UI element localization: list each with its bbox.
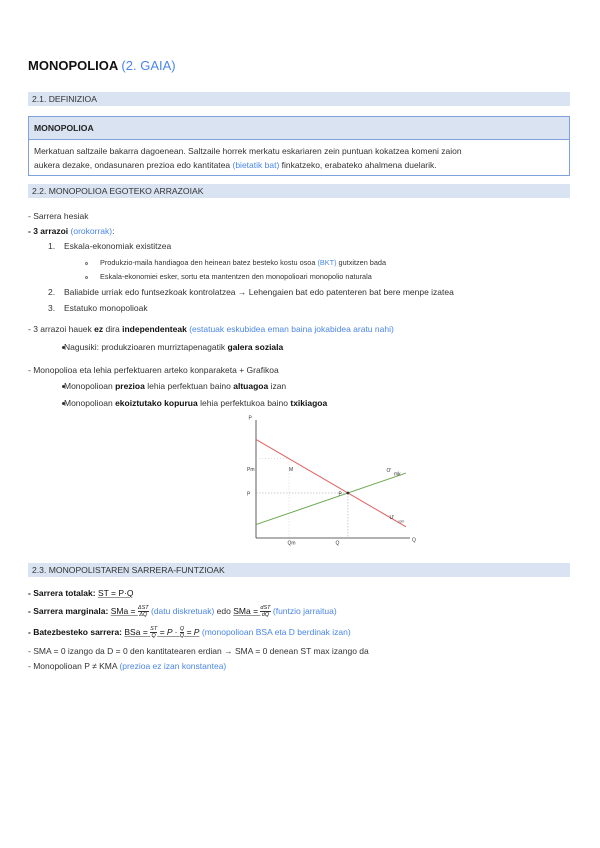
chart-label-9: P (247, 491, 251, 498)
title-sub: (2. GAIA) (121, 58, 176, 73)
text-part: Monopolioan (64, 398, 113, 408)
formula-part: SMa = (110, 606, 136, 616)
sub-item-1c: gutxitzen bada (338, 258, 387, 267)
line-3-arrazoi (28, 225, 114, 237)
chart-label-0: M (289, 466, 294, 473)
section-header-sarrera-funtzioak: 2.3. MONOPOLISTAREN SARRERA-FUNTZIOAK (28, 563, 570, 577)
list-number-1: 1. (48, 241, 56, 251)
fraction (260, 605, 270, 618)
fraction-num: Q (179, 626, 185, 633)
fraction-den: Q (179, 633, 185, 640)
text-part: lehia perfektukoa baino (200, 398, 288, 408)
sub-item-2: Eskala-ekonomiei esker, sortu eta mantentzen den monopolioari monopolio naturala (100, 272, 372, 281)
text-bold: galera soziala (227, 342, 284, 352)
fraction-den: dQ (261, 612, 270, 619)
chart-label-4: U' (389, 514, 395, 521)
title-main: MONOPOLIOA (28, 58, 118, 73)
fraction (150, 626, 157, 639)
fraction-num: ΔST (137, 605, 149, 612)
text-part: lehia perfektuan baino (147, 381, 231, 391)
section-header-definizioa: 2.1. DEFINIZIOA (28, 92, 570, 106)
definition-title: MONOPOLIOA (29, 117, 569, 140)
bullet-nagusiki (64, 341, 283, 353)
list-item-1: Eskala-ekonomiak existitzea (64, 241, 172, 251)
text-bold: - 3 arrazoi (28, 226, 69, 236)
list-item-2: Baliabide urriak edo funtsezkoak kontrolatzea → Lehengaien bat edo patenteren bat bere menpe izatea (64, 287, 454, 297)
text-part: Monopolioan (64, 381, 113, 391)
text-bold: - Sarrera marginala: (28, 606, 109, 616)
bullet-prezioa (64, 380, 286, 392)
text-part: Nagusiki: produkzioaren murriztapenagatik (64, 342, 226, 352)
formula-sma-continuous (233, 605, 271, 619)
text-bold: independenteak (122, 324, 187, 334)
text-accent: (prezioa ez izan konstantea) (119, 661, 227, 671)
definition-line-2a: aukera dezake, ondasunaren prezioa edo kantitatea (34, 160, 231, 170)
sub-item-1 (100, 257, 386, 269)
text-bold: ekoiztutako kopurua (115, 398, 198, 408)
text-accent: (funtzio jarraitua) (272, 606, 337, 616)
section-header-arrazoiak: 2.2. MONOPOLIOA EGOTEKO ARRAZOIAK (28, 184, 570, 198)
definition-line-2 (34, 158, 564, 172)
sub-item-1b: (BKT) (317, 258, 337, 267)
text-accent: (estatuak eskubidea eman baina jokabidea aratu nahi) (189, 324, 394, 334)
chart-label-11: Q (335, 540, 340, 547)
formula-part: = P (186, 627, 200, 637)
text-bold: - Batezbesteko sarrera: (28, 627, 123, 637)
formula-part: BSa = (124, 627, 148, 637)
text-part: - Monopolioan P ≠ KMA (28, 661, 118, 671)
page-title (28, 58, 176, 73)
text-accent: (datu diskretuak) (150, 606, 215, 616)
intersection-point (347, 492, 350, 495)
monopoly-chart (236, 414, 416, 549)
line-p-kma (28, 660, 226, 672)
sub-bullet-icon (85, 276, 88, 279)
text-bold: ez (94, 324, 104, 334)
formula-st: ST = P·Q (97, 588, 134, 598)
text-part: izan (270, 381, 287, 391)
chart-label-8: Pm (247, 466, 255, 473)
line-konparaketa: - Monopolioa eta lehia perfektuaren arteko konparaketa + Grafikoa (28, 365, 279, 375)
fraction-num: ST (150, 626, 158, 633)
chart-label-3: mk (394, 471, 401, 478)
line-independenteak (28, 323, 394, 335)
text-bold: txikiagoa (290, 398, 328, 408)
fraction-den: Q (151, 633, 156, 640)
series-line-0 (256, 439, 406, 526)
text-part: - 3 arrazoi hauek (28, 324, 92, 334)
chart-label-7: Q (412, 537, 416, 544)
line-batezbesteko-sarrera (28, 625, 351, 639)
bullet-kopurua (64, 397, 327, 409)
text-bold: prezioa (115, 381, 145, 391)
formula-part: SMa = (233, 606, 259, 616)
series-line-1 (256, 473, 406, 525)
text-part: dira (105, 324, 120, 334)
chart-label-6: P (248, 415, 252, 422)
sub-item-1a: Produkzio-maila handiagoa den heinean batez besteko kostu osoa (100, 258, 316, 267)
list-number-2: 2. (48, 287, 56, 297)
fraction (180, 626, 184, 639)
fraction (138, 605, 149, 618)
definition-highlight: (bietatik bat) (232, 160, 280, 170)
text-colon: : (112, 226, 115, 236)
line-sarrera-marginala (28, 604, 337, 618)
chart-label-10: Qm (287, 540, 296, 547)
definition-line-2c: finkatzeko, erabateko ahalmena duelarik. (281, 160, 437, 170)
line-sarrera-totalak (28, 587, 133, 599)
text-part: edo (216, 606, 231, 616)
formula-bsa (124, 626, 200, 640)
definition-text (29, 140, 569, 176)
line-sarrera-hesiak: - Sarrera hesiak (28, 211, 89, 221)
text-bold: - Sarrera totalak: (28, 588, 96, 598)
text-accent: (monopolioan BSA eta D berdinak izan) (201, 627, 351, 637)
definition-box (28, 116, 570, 176)
text-bold: altuagoa (233, 381, 269, 391)
fraction-num: dST (260, 605, 271, 612)
chart-label-5: rcm (398, 519, 405, 524)
sub-bullet-icon (85, 262, 88, 265)
line-sma-zero: - SMA = 0 izango da D = 0 den kantitatearen erdian → SMA = 0 denean ST max izango da (28, 646, 369, 656)
definition-line-1: Merkatuan saltzaile bakarra dagoenean. Saltzaile horrek merkatu eskariaren zein puntuan kokatzea komeni zaion (34, 146, 462, 156)
chart-label-2: O' (386, 467, 392, 474)
list-item-3: Estatuko monopolioak (64, 303, 148, 313)
formula-part: = P · (159, 627, 178, 637)
formula-sma-discrete (110, 605, 149, 619)
fraction-den: ΔQ (139, 612, 148, 619)
list-number-3: 3. (48, 303, 56, 313)
chart-label-1: P (338, 491, 342, 498)
text-accent: (orokorrak) (70, 226, 113, 236)
